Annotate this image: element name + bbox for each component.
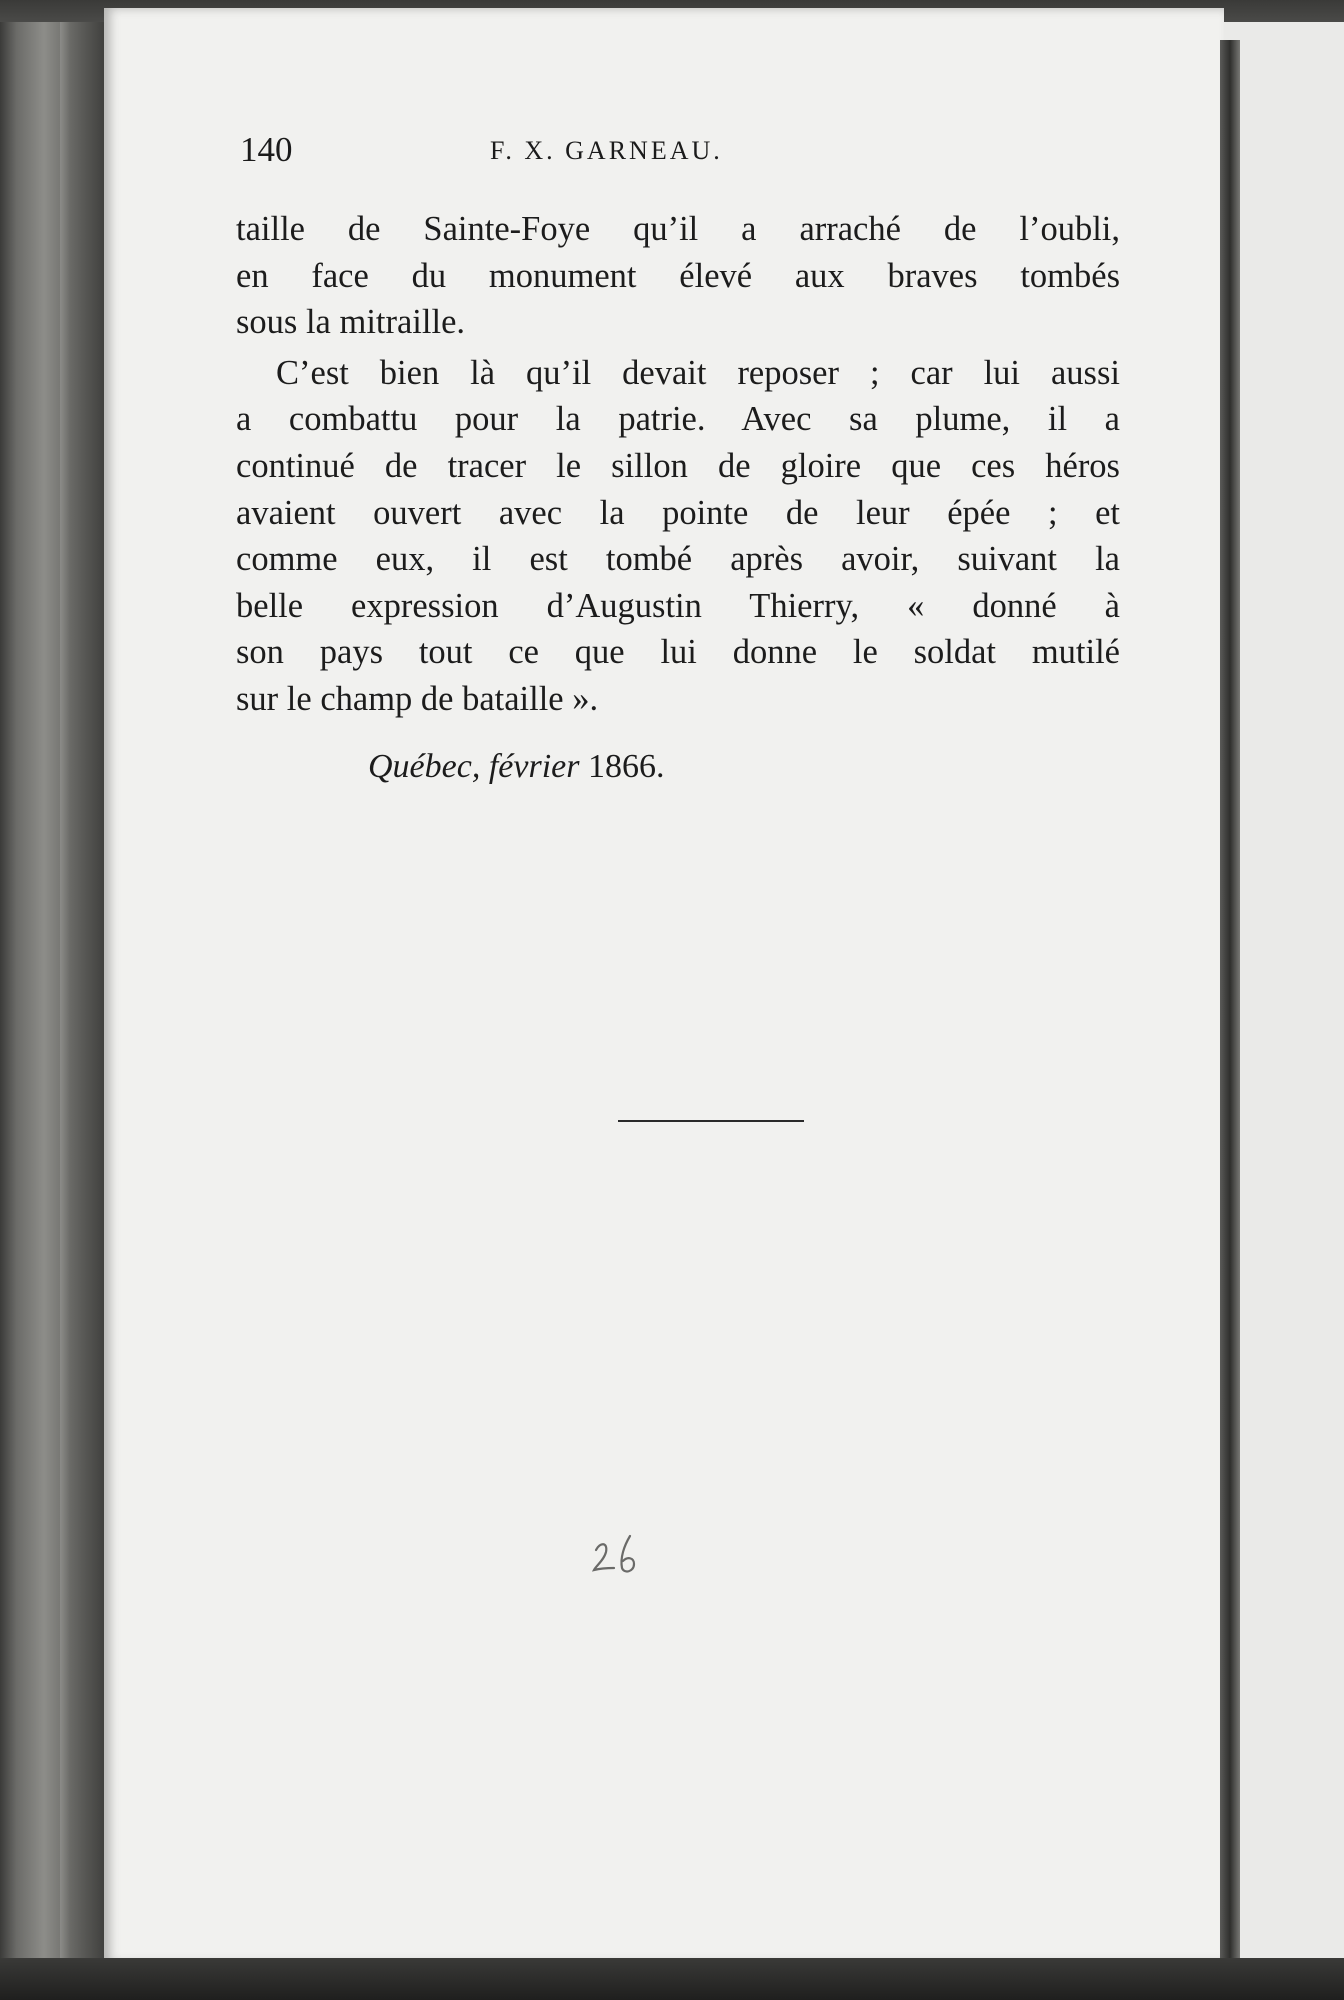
text-line: en face du monument élevé aux braves tombés <box>236 256 1120 295</box>
text-line: C’est bien là qu’il devait reposer ; car lui aussi <box>276 353 1120 392</box>
end-rule <box>618 1120 804 1122</box>
handwritten-page-mark <box>590 1528 650 1578</box>
dateline <box>368 748 664 786</box>
text-line: sur le champ de bataille ». <box>236 679 599 718</box>
text-line: comme eux, il est tombé après avoir, suivant la <box>236 540 1120 579</box>
page-gutter-edge <box>1220 40 1240 1970</box>
body-text <box>236 206 1120 723</box>
facing-page-edge <box>1224 0 1344 2000</box>
page-number: 140 <box>240 130 293 169</box>
book-spine <box>0 0 110 2000</box>
dateline-month: février <box>488 748 580 785</box>
text-line: belle expression d’Augustin Thierry, « donné à <box>236 586 1120 625</box>
text-line: avaient ouvert avec la pointe de leur épée ; et <box>236 493 1120 532</box>
dateline-year: 1866. <box>587 748 665 785</box>
text-line: son pays tout ce que lui donne le soldat mutilé <box>236 633 1120 672</box>
text-line: continué de tracer le sillon de gloire que ces héros <box>236 446 1120 485</box>
running-title: F. X. GARNEAU. <box>490 136 723 165</box>
spine-highlight <box>60 0 70 2000</box>
dateline-place: Québec, <box>368 748 481 785</box>
running-head <box>240 130 940 180</box>
text-line: a combattu pour la patrie. Avec sa plume, il a <box>236 400 1120 439</box>
text-line: sous la mitraille. <box>236 303 466 342</box>
text-line: taille de Sainte-Foye qu’il a arraché de l’oubli, <box>236 210 1120 248</box>
bottom-shadow <box>0 1958 1344 2000</box>
